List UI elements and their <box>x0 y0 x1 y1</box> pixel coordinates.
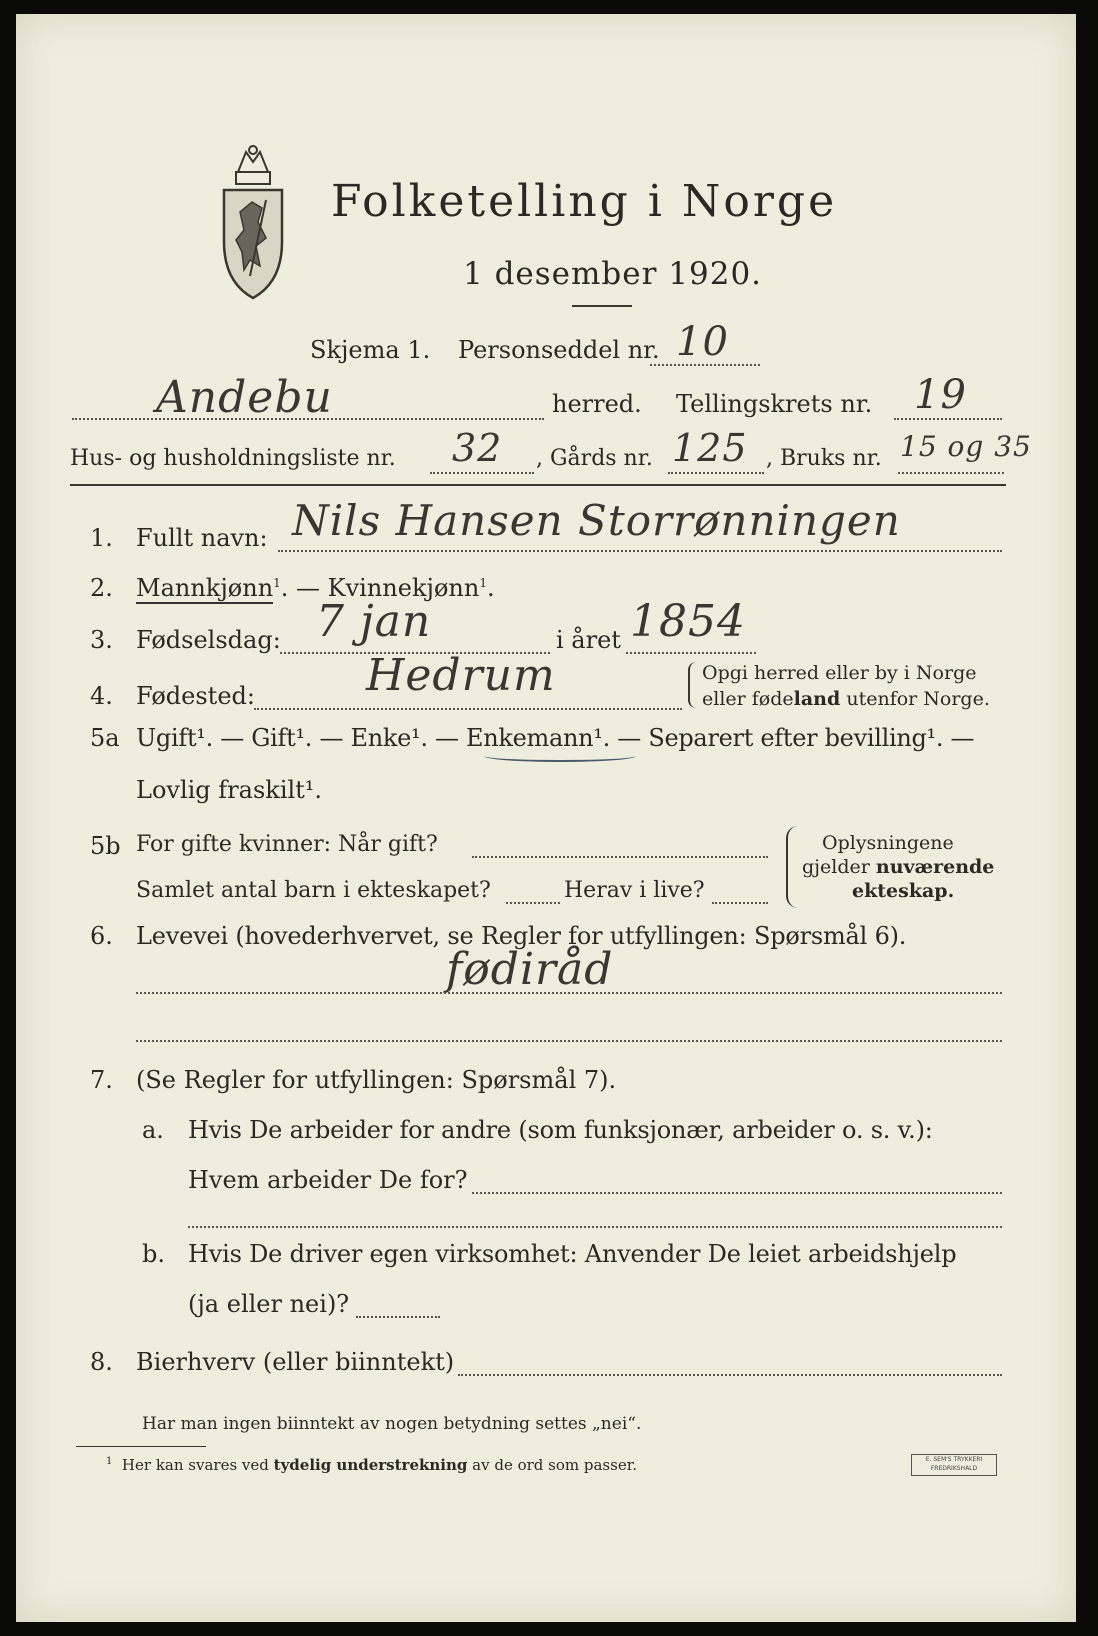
q4-value-place: Hedrum <box>366 650 556 701</box>
q4-note-part-a: eller føde <box>702 688 794 710</box>
q3-value-year: 1854 <box>630 596 746 647</box>
q4-note-part-b: land <box>793 688 841 710</box>
norwegian-coat-of-arms-icon <box>216 142 290 302</box>
q2-number: 2. <box>90 574 113 602</box>
q8-number: 8. <box>90 1348 113 1376</box>
gards-label: , Gårds nr. <box>536 446 653 471</box>
q5a-number: 5a <box>90 724 120 752</box>
footnote-part-a: Her kan svares ved <box>121 1456 274 1474</box>
q5b-children-line <box>506 902 560 904</box>
q5b-brace <box>786 826 800 908</box>
tellingskrets-value: 19 <box>914 372 967 418</box>
q4-note-part-c: utenfor Norge. <box>840 688 990 710</box>
gards-line <box>668 472 764 474</box>
q1-line <box>278 550 1002 552</box>
q5b-label: For gifte kvinner: Når gift? <box>136 832 438 857</box>
hus-value: 32 <box>452 426 503 470</box>
q7b-number: b. <box>142 1240 165 1268</box>
q8-label: Bierhverv (eller biinntekt) <box>136 1348 455 1376</box>
q7-number: 7. <box>90 1066 113 1094</box>
q7a-number: a. <box>142 1116 164 1144</box>
census-form-sheet <box>16 14 1076 1622</box>
footnote-number: 1 <box>106 1456 113 1467</box>
hus-label: Hus- og husholdningsliste nr. <box>70 446 396 471</box>
stamp-line1: E. SEM'S TRYKKERI <box>925 1456 983 1463</box>
q5b-alive-line <box>712 902 768 904</box>
footnote-rule <box>76 1446 206 1447</box>
q3-year-line <box>626 652 756 654</box>
q2-male: Mannkjønn <box>136 574 274 602</box>
q6-label: Levevei (hovederhvervet, se Regler for utfyllingen: Spørsmål 6). <box>136 922 907 950</box>
q8-note: Har man ingen biinntekt av nogen betydning settes „nei“. <box>142 1414 642 1434</box>
gards-value: 125 <box>672 426 748 470</box>
q8-line <box>458 1374 1002 1376</box>
q5b-number: 5b <box>90 832 121 860</box>
q7b-label: Hvis De driver egen virksomhet: Anvender De leiet arbeidshjelp <box>188 1240 957 1268</box>
q7-label: (Se Regler for utfyllingen: Spørsmål 7). <box>136 1066 617 1094</box>
q3-year-label: i året <box>556 626 621 654</box>
footnote-part-c: av de ord som passer. <box>467 1456 637 1474</box>
q6-line1 <box>136 992 1002 994</box>
q4-number: 4. <box>90 682 113 710</box>
q7a-line2 <box>188 1226 1002 1228</box>
q1-value-name: Nils Hansen Storrønningen <box>292 496 901 545</box>
q5b-note-line2 <box>802 856 994 878</box>
q4-note-line1: Opgi herred eller by i Norge <box>702 662 977 684</box>
q3-number: 3. <box>90 626 113 654</box>
q4-brace <box>688 662 698 708</box>
q1-number: 1. <box>90 524 113 552</box>
q5b-note-line1: Oplysningene <box>822 832 954 854</box>
q4-note-line2 <box>702 688 990 710</box>
q5b-note-part-b: nuværende <box>875 856 995 878</box>
tellingskrets-label: Tellingskrets nr. <box>676 390 873 418</box>
q6-number: 6. <box>90 922 113 950</box>
q2-female: . — Kvinnekjønn <box>280 574 480 602</box>
q5b-note-line3: ekteskap. <box>852 880 955 902</box>
hus-line <box>430 472 534 474</box>
q5a-options: Ugift¹. — Gift¹. — Enke¹. — Enkemann¹. — Separert efter bevilling¹. — <box>136 724 975 752</box>
title-divider <box>572 305 632 307</box>
skjema-label: Skjema 1. <box>310 336 431 364</box>
q5a-enkemann-underline <box>484 750 636 762</box>
bruks-value: 15 og 35 <box>900 430 1032 463</box>
q7a-label2: Hvem arbeider De for? <box>188 1166 468 1194</box>
q5b-married-line <box>472 856 768 858</box>
printer-stamp <box>911 1454 997 1476</box>
q7b-label2: (ja eller nei)? <box>188 1290 350 1318</box>
bruks-label: , Bruks nr. <box>766 446 882 471</box>
form-title: Folketelling i Norge <box>331 176 838 227</box>
q7b-line <box>356 1316 440 1318</box>
q4-label: Fødested: <box>136 682 255 710</box>
q6-value-occupation: fødiråd <box>446 944 614 995</box>
q3-value-date: 7 jan <box>316 596 432 647</box>
q2-end: . <box>486 574 495 602</box>
tellingskrets-line <box>894 418 1002 420</box>
stamp-line2: FREDRIKSHALD <box>930 1465 978 1472</box>
q7a-label: Hvis De arbeider for andre (som funksjonær, arbeider o. s. v.): <box>188 1116 933 1144</box>
q7a-line1 <box>472 1192 1002 1194</box>
herred-label: herred. <box>552 390 642 418</box>
personseddel-label: Personseddel nr. <box>458 336 660 364</box>
q5b-label3: Herav i live? <box>564 878 705 903</box>
q4-line <box>254 708 682 710</box>
q5b-label2: Samlet antal barn i ekteskapet? <box>136 878 491 903</box>
q6-line2 <box>136 1040 1002 1042</box>
bruks-line <box>898 472 1004 474</box>
herred-value: Andebu <box>156 372 333 423</box>
q2-sup-2: 1 <box>479 576 487 590</box>
q2-sup-1: 1 <box>273 576 281 590</box>
census-date: 1 desember 1920. <box>463 256 763 292</box>
header-rule <box>70 484 1006 486</box>
personseddel-value: 10 <box>676 319 729 365</box>
q1-label: Fullt navn: <box>136 524 268 552</box>
footnote-part-b: tydelig understrekning <box>273 1456 468 1474</box>
q5b-note-part-a: gjelder <box>802 856 876 878</box>
q3-label: Fødselsdag: <box>136 626 281 654</box>
footnote <box>106 1456 637 1474</box>
q5a-options-line2: Lovlig fraskilt¹. <box>136 776 323 804</box>
